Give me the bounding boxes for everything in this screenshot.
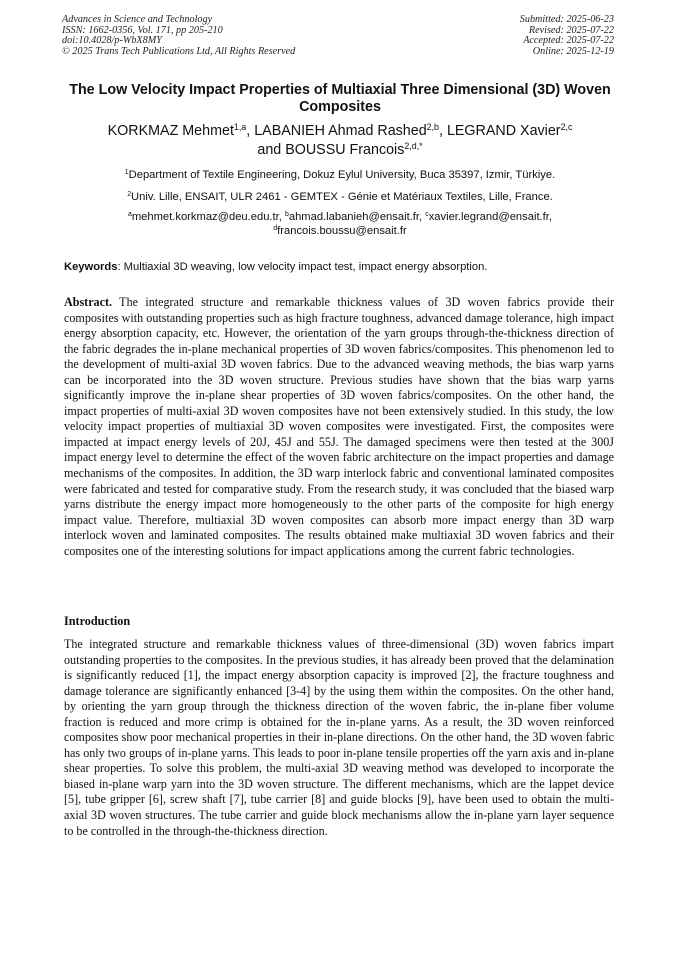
journal-info <box>62 15 295 57</box>
journal-doi: doi:10.4028/p-WbX8MY <box>62 35 162 47</box>
date-submitted: Submitted: 2025-06-23 <box>519 14 614 25</box>
keywords-text: : Multiaxial 3D weaving, low velocity impact test, impact energy absorption. <box>117 261 488 273</box>
author: LEGRAND Xavier$^{2,c}$ <box>446 122 573 139</box>
journal-name: Advances in Science and Technology <box>62 14 213 25</box>
email[interactable]: $^d$francois.boussu@ensait.fr <box>273 224 407 237</box>
author: and BOUSSU Francois$^{2,d,*}$ <box>257 140 423 158</box>
date-accepted: Accepted: 2025-07-22 <box>523 35 614 47</box>
email[interactable]: $^b$ahmad.labanieh@ensait.fr <box>284 211 419 223</box>
date-online: Online: 2025-12-19 <box>532 45 614 57</box>
author-emails: $^a$mehmet.korkmaz@deu.edu.tr, $^b$ahmad.labanieh@ensait.fr, $^c$xavier.legrand@ensait.fr, $^d$francois.boussu@ensait.fr <box>127 211 552 237</box>
keywords-label: Keywords <box>64 261 118 273</box>
publication-dates <box>520 15 614 57</box>
email[interactable]: $^c$xavier.legrand@ensait.fr <box>425 211 549 223</box>
abstract <box>64 295 614 559</box>
author: LABANIEH Ahmad Rashed$^{2,b}$, <box>254 122 447 139</box>
section-heading-introduction: Introduction <box>64 614 131 628</box>
author: KORKMAZ Mehmet$^{1,a}$, <box>107 122 255 139</box>
date-revised: Revised: 2025-07-22 <box>528 24 614 36</box>
introduction-paragraph: The integrated structure and remarkable thickness values of three-dimensional (3D) woven fabrics impart outstanding properties to the composites. In the previous studies, it has already been proved that the delamination is significantly reduced [1], the impact energy absorption capacity is improved [2], the fracture toughness and damage tolerance are significantly enhanced [3-4] by the using them within the composites. On the other hand, by orienting the yarn group through the thickness direction of the woven fabric, the in-plane fiber volume fraction is reduced and more crimp is obtained for the in-plane yarns. As a result, the 3D woven reinforced composites show poor mechanical properties in their in-plane directions. On the other hand, the 3D woven fabric has only two groups of in-plane yarns. This leads to poor in-plane tensile properties off the yarn axis and in-plane shear properties. To solve this problem, the multi-axial 3D weaving method was developed to incorporate the biased in-plane warp yarn into the 3D woven structure. The different mechanisms, which are the lappet device [5], tube gripper [6], screw shaft [7], tube carrier [8] and guide blocks [9], have been used to obtain the multi-axial 3D woven structures. The tube carrier and guide block mechanisms allow the in-plane yarn layer sequence to be controlled in the through-the-thickness direction. <box>64 637 614 838</box>
journal-issn: ISSN: 1662-0356, Vol. 171, pp 205-210 <box>62 24 223 36</box>
abstract-label: Abstract. <box>64 295 113 309</box>
keywords <box>64 260 487 274</box>
abstract-text: The integrated structure and remarkable thickness values of 3D woven fabrics provide their composites with outstanding properties such as high fracture toughness, advanced damage tolerance, high impact energy absorption capacity, etc. However, the orientation of the yarn groups through-the-thickness direction of the fabric degrades the in-plane mechanical properties of 3D woven fabrics/composites. This phenomenon led to the development of multi-axial 3D woven fabrics. Due to the advanced weaving methods, the bias warp yarns can be incorporated into the 3D woven structure. Previous studies have shown that the bias warp yarns significantly improve the in-plane shear properties of 3D woven fabrics/composites. On the other hand, the impact properties of multi-axial 3D woven composites have not been extensively studied. In this study, the low velocity impact properties of multiaxial 3D woven composites were investigated. First, the composites were impacted at impact energy levels of 20J, 45J and 55J. The damaged specimens were then tested at the 300J impact energy level to determine the effect of the woven fabric architecture on the impact properties and damage mechanisms of the composites. In addition, the 3D warp interlock fabric and conventional laminated composites were fabricated and tested for comparative study. From the research study, it was concluded that the biased warp yarns distribute the energy impact more homogeneously to the other parts of the composite for high energy impact value. Therefore, multiaxial 3D woven composites can absorb more impact energy than 3D warp interlock woven and laminated composites. The results obtained make multiaxial 3D woven fabrics and their composites one of the interesting solutions for impact applications among the current fabric technologies. <box>64 295 614 558</box>
paper-title: The Low Velocity Impact Properties of Multiaxial Three Dimensional (3D) Woven Composites <box>69 82 611 115</box>
journal-copyright: © 2025 Trans Tech Publications Ltd, All Rights Reserved <box>62 45 296 57</box>
email[interactable]: $^a$mehmet.korkmaz@deu.edu.tr <box>127 211 279 223</box>
affiliation-1: $^1$Department of Textile Engineering, Dokuz Eylul University, Buca 35397, Izmir, Türkiye. <box>124 169 556 181</box>
author-list <box>60 122 620 159</box>
affiliation-2: $^2$Univ. Lille, ENSAIT, ULR 2461 - GEMTEX - Génie et Matériaux Textiles, Lille, France. <box>127 191 553 203</box>
